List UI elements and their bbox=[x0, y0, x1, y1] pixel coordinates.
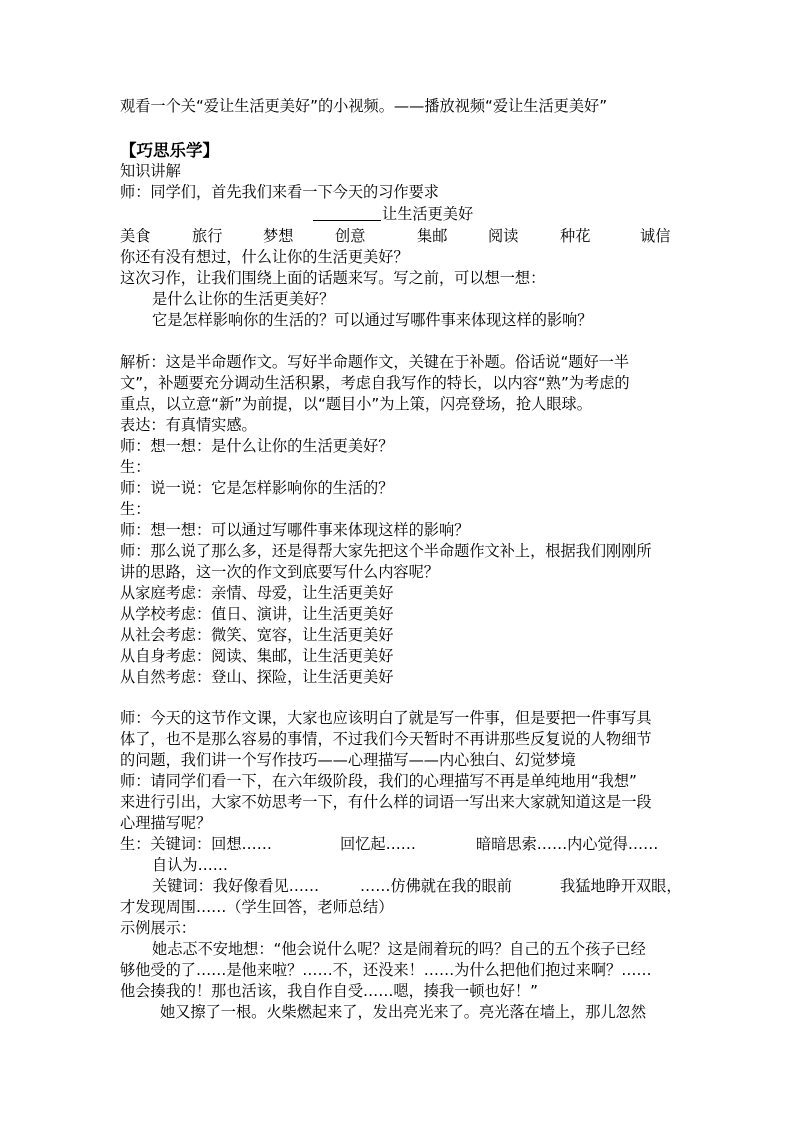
keyword-item: 关键词：我好像看见…… bbox=[152, 877, 320, 895]
keyword-line: 才发现周围……（学生回答，老师总结） bbox=[120, 898, 394, 916]
teacher-intro: 师：同学们，首先我们来看一下今天的习作要求 bbox=[120, 183, 439, 201]
topic-item: 阅读 bbox=[488, 227, 519, 245]
teacher-line: 师：想一想：可以通过写哪件事来体现这样的影响？ bbox=[120, 521, 470, 539]
topic-item: 美食 bbox=[120, 227, 151, 245]
teacher-line: 师：那么说了那么多，还是得帮大家先把这个半命题作文补上，根据我们刚刚所 bbox=[120, 542, 652, 560]
keyword-item: ……仿佛就在我的眼前 bbox=[360, 877, 512, 895]
idea-school: 从学校考虑：值日、演讲，让生活更美好 bbox=[120, 605, 394, 623]
idea-family: 从家庭考虑：亲情、母爱，让生活更美好 bbox=[120, 584, 394, 602]
student-line: 生： bbox=[120, 500, 151, 518]
student-line: 生： bbox=[120, 458, 151, 476]
topic-item: 旅行 bbox=[192, 227, 223, 245]
keyword-item: 暗暗思索……内心觉得…… bbox=[476, 835, 659, 853]
topic-item: 诚信 bbox=[640, 227, 671, 245]
idea-nature: 从自然考虑：登山、探险，让生活更美好 bbox=[120, 668, 394, 686]
intro-line: 观看一个关“爱让生活更美好”的小视频。——播放视频“爱让生活更美好” bbox=[120, 97, 608, 115]
keyword-item: 回忆起…… bbox=[340, 835, 416, 853]
essay-title bbox=[313, 204, 473, 225]
topic-list bbox=[120, 226, 676, 247]
paragraph-line: 来进行引出，大家不妨思考一下，有什么样的词语一写出来大家就知道这是一段 bbox=[120, 793, 652, 811]
guide-question-2: 它是怎样影响你的生活的？可以通过写哪件事来体现这样的影响？ bbox=[152, 311, 593, 329]
teacher-line: 讲的思路，这一次的作文到底要写什么内容呢？ bbox=[120, 563, 439, 581]
analysis-line: 文”，补题要充分调动生活积累，考虑自我写作的特长，以内容“熟”为考虑的 bbox=[120, 374, 630, 392]
section-heading: 【巧思乐学】 bbox=[120, 141, 219, 160]
instruction-line: 这次习作，让我们围绕上面的话题来写。写之前，可以想一想： bbox=[120, 269, 546, 287]
title-blank bbox=[313, 204, 381, 221]
paragraph-line: 师：请同学们看一下，在六年级阶段，我们的心理描写不再是单纯地用“我想” bbox=[120, 772, 637, 790]
keyword-item: 自认为…… bbox=[152, 856, 228, 874]
paragraph-line: 的问题，我们讲一个写作技巧——心理描写——内心独白、幻觉梦境 bbox=[120, 751, 576, 769]
topic-item: 集邮 bbox=[417, 227, 448, 245]
topic-item: 创意 bbox=[335, 227, 366, 245]
idea-society: 从社会考虑：微笑、宽容，让生活更美好 bbox=[120, 626, 394, 644]
teacher-line: 师：说一说：它是怎样影响你的生活的？ bbox=[120, 479, 394, 497]
paragraph-line: 心理描写呢？ bbox=[120, 814, 212, 832]
knowledge-label: 知识讲解 bbox=[120, 162, 181, 180]
expression-line: 表达：有真情实感。 bbox=[120, 416, 257, 434]
teacher-line: 师：想一想：是什么让你的生活更美好？ bbox=[120, 437, 394, 455]
keyword-item: 生：关键词：回想…… bbox=[120, 835, 272, 853]
topic-item: 种花 bbox=[560, 227, 591, 245]
paragraph-line: 师：今天的这节作文课，大家也应该明白了就是写一件事，但是要把一件事写具 bbox=[120, 709, 652, 727]
example-line: 她忐忑不安地想：“他会说什么呢？这是闹着玩的吗？自己的五个孩子已经 bbox=[152, 940, 646, 958]
question-line: 你还有没有想过，什么让你的生活更美好？ bbox=[120, 248, 409, 266]
topic-item: 梦想 bbox=[263, 227, 294, 245]
example-label: 示例展示： bbox=[120, 919, 196, 937]
paragraph-line: 体了，也不是那么容易的事情，不过我们今天暂时不再讲那些反复说的人物细节 bbox=[120, 730, 652, 748]
analysis-line: 重点，以立意“新”为前提，以“题目小”为上策，闪亮登场，抢人眼球。 bbox=[120, 395, 592, 413]
idea-self: 从自身考虑：阅读、集邮，让生活更美好 bbox=[120, 647, 394, 665]
analysis-line: 解析：这是半命题作文。写好半命题作文，关键在于补题。俗话说“题好一半 bbox=[120, 353, 630, 371]
example-line: 他会揍我的！那也活该，我自作自受……嗯，揍我一顿也好！” bbox=[120, 982, 538, 1000]
example-line: 她又擦了一根。火柴燃起来了，发出亮光来了。亮光落在墙上，那儿忽然 bbox=[160, 1003, 646, 1021]
example-line: 够他受的了……是他来啦？……不，还没来！……为什么把他们抱过来啊？…… bbox=[120, 961, 652, 979]
keyword-item: 我猛地睁开双眼， bbox=[560, 877, 682, 895]
guide-question-1: 是什么让你的生活更美好？ bbox=[152, 290, 335, 308]
title-suffix: 让生活更美好 bbox=[382, 205, 474, 223]
